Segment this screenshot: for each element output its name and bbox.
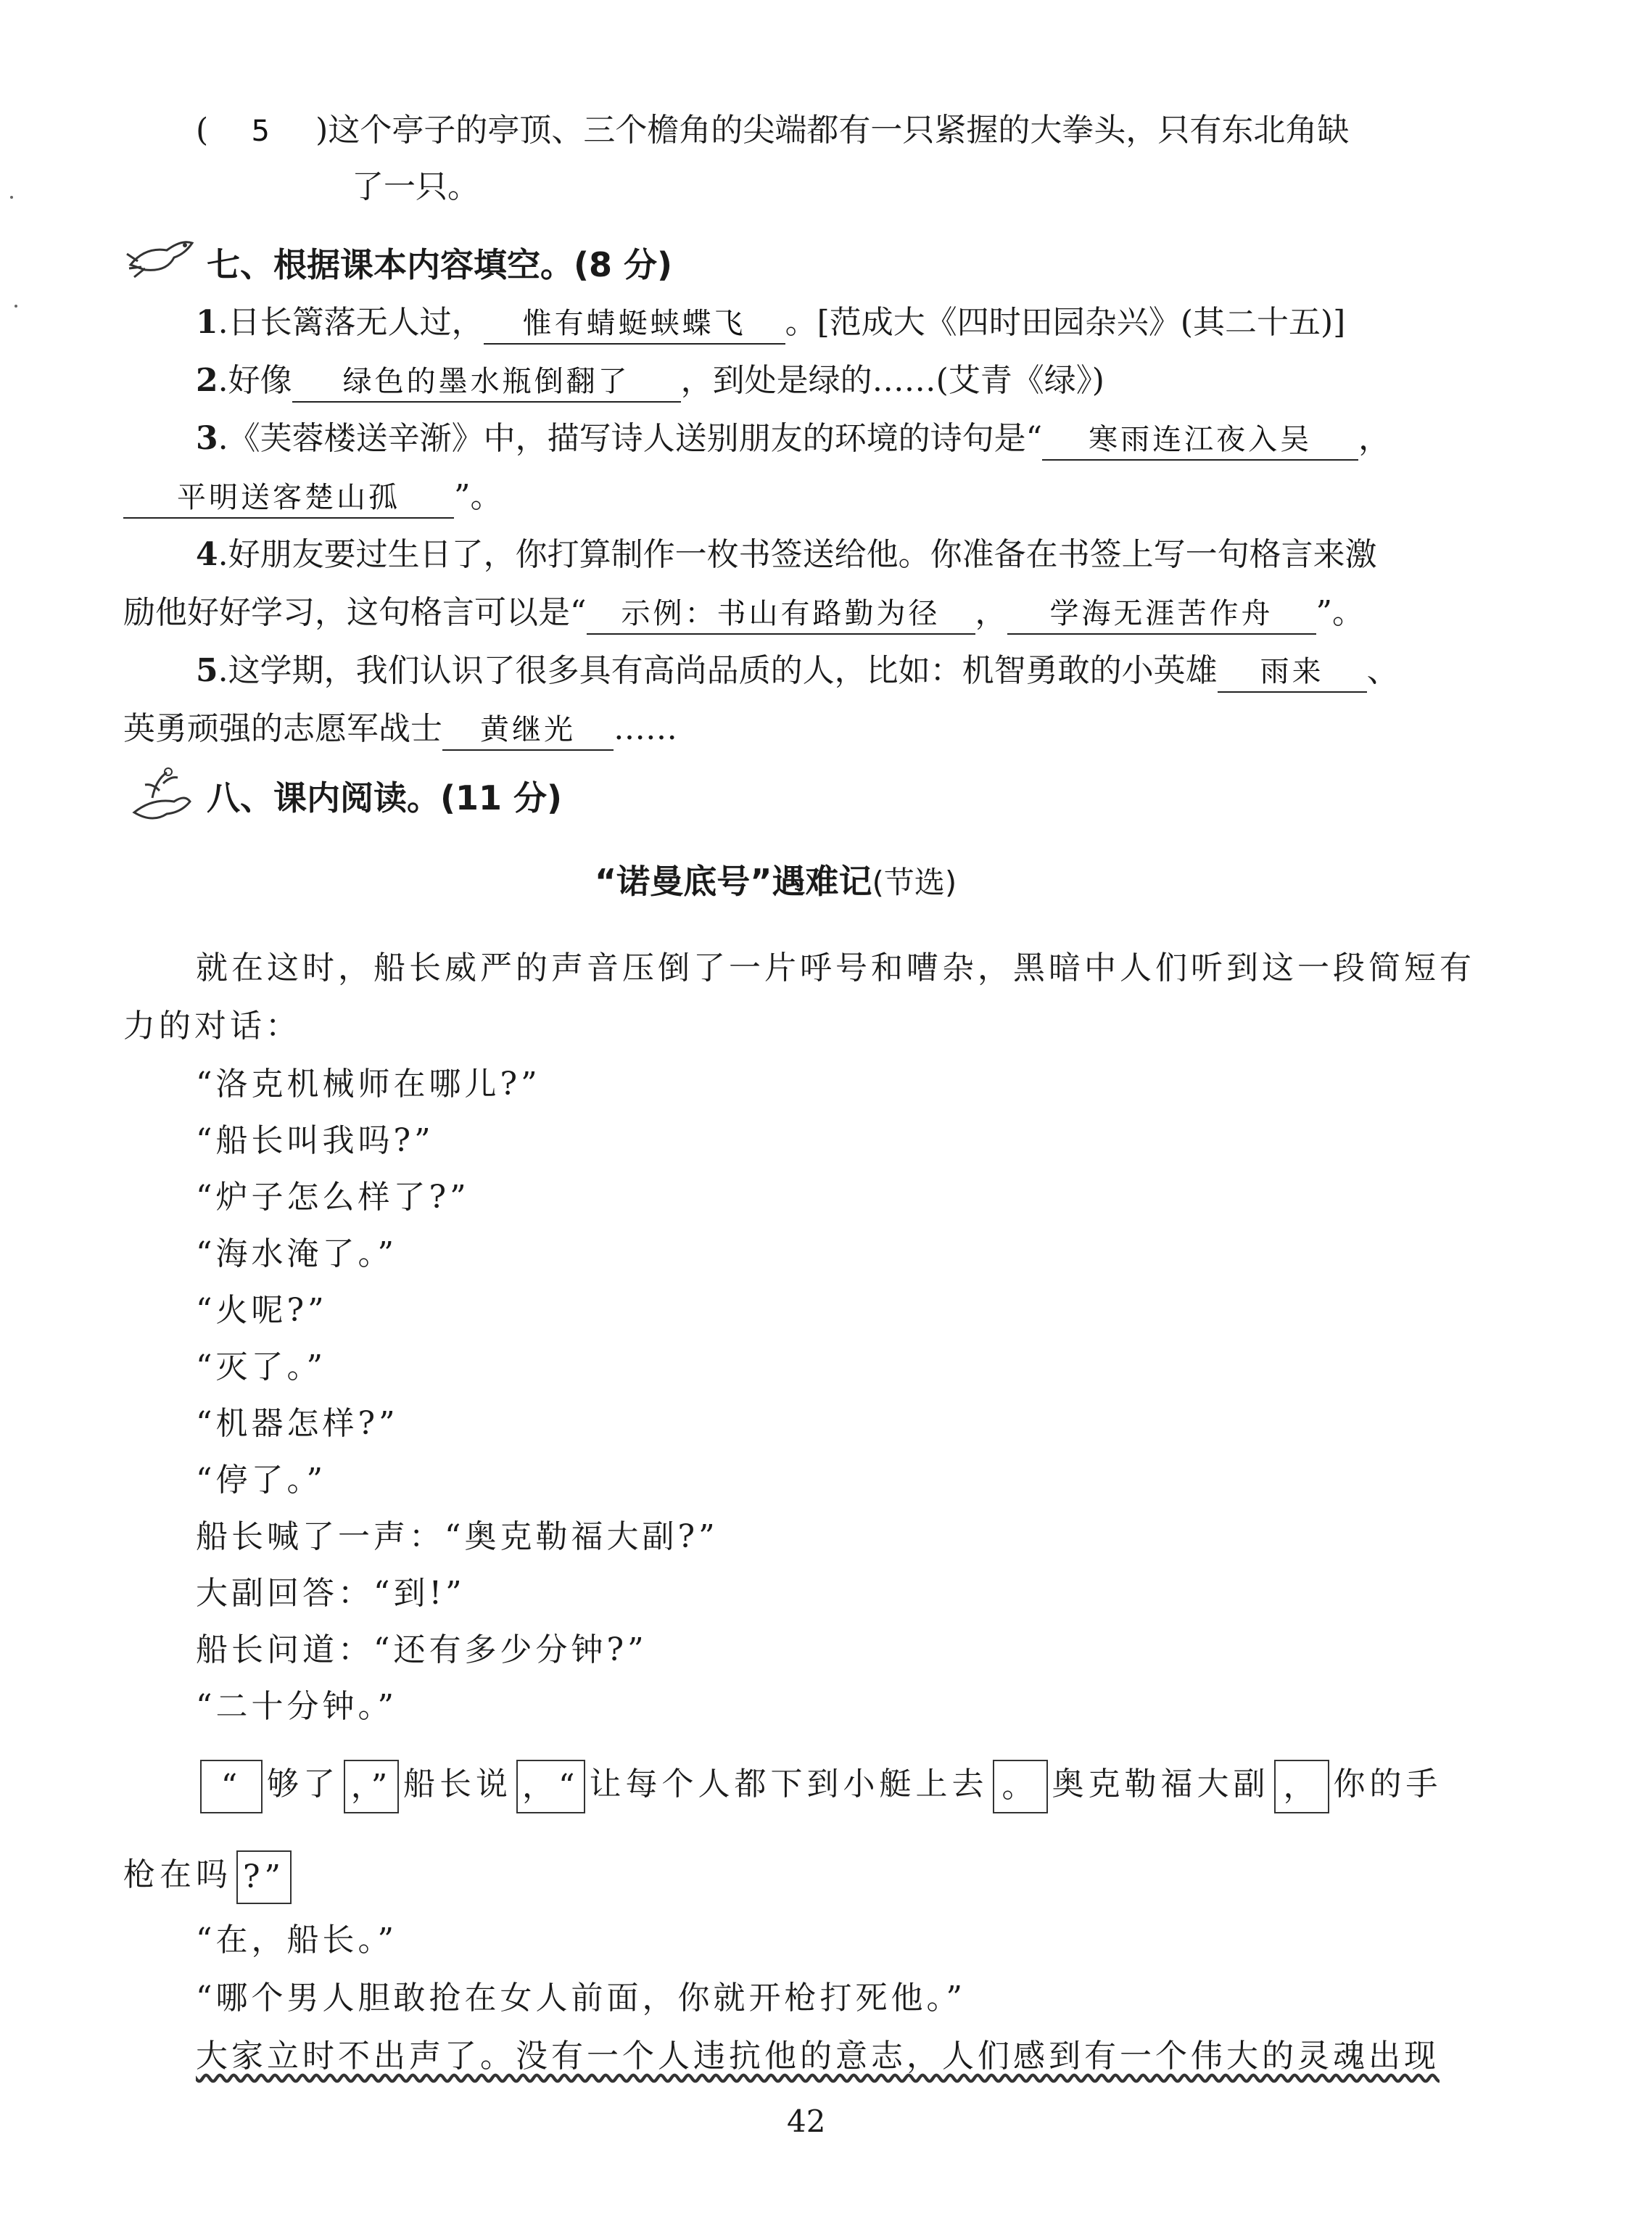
answer-blank: 示例：书山有路勤为径 bbox=[587, 594, 975, 635]
item-text: ， bbox=[1358, 420, 1391, 457]
s7-item5-line2 bbox=[123, 707, 677, 751]
boxed-text: 你的手 bbox=[1333, 1766, 1442, 1803]
item-text: ，到处是绿的……(艾青《绿》) bbox=[680, 362, 1104, 399]
bird-icon bbox=[123, 225, 196, 283]
dialog-line: “海水淹了。” bbox=[196, 1235, 397, 1272]
item-num: 5 bbox=[196, 652, 218, 689]
boxed-text: 枪在吗 bbox=[123, 1856, 232, 1893]
item-text: 、 bbox=[1366, 652, 1399, 689]
wavy-underlined-sentence: 大家立时不出声了。没有一个人违抗他的意志，人们感到有一个伟大的灵魂出现 bbox=[196, 2038, 1440, 2075]
scan-speck bbox=[10, 196, 13, 199]
item-text: ， bbox=[975, 594, 1007, 631]
item-text: 英勇顽强的志愿军战士 bbox=[123, 710, 442, 747]
item-num: 4 bbox=[196, 536, 218, 573]
after-line: “在，船长。” bbox=[196, 1922, 397, 1959]
item-text: .《芙蓉楼送辛渐》中，描写诗人送别朋友的环境的诗句是“ bbox=[218, 420, 1043, 457]
article-title bbox=[595, 860, 957, 905]
dialog-line: “洛克机械师在哪儿?” bbox=[196, 1066, 541, 1103]
s7-item4-line1 bbox=[196, 533, 1377, 577]
boxed-text: 够了 bbox=[267, 1766, 339, 1803]
dialog-line: “船长叫我吗?” bbox=[196, 1122, 434, 1159]
reader-icon bbox=[123, 762, 196, 827]
section7-title: 七、根据课本内容填空。(8 分) bbox=[207, 245, 673, 284]
paragraph-text: 就在这时，船长威严的声音压倒了一片呼号和嘈杂，黑暗中人们听到这一段简短有 bbox=[196, 950, 1475, 987]
dialog-line: “机器怎样?” bbox=[196, 1405, 399, 1442]
boxed-line1 bbox=[196, 1752, 1442, 1817]
item-text: 。[范成大《四时田园杂兴》(其二十五)] bbox=[785, 304, 1346, 341]
dialog-line: 船长问道：“还有多少分钟?” bbox=[196, 1631, 648, 1668]
item-text: 励他好好学习，这句格言可以是“ bbox=[123, 594, 587, 631]
punct-box: ，“ bbox=[516, 1760, 585, 1813]
boxed-text: 让每个人都下到小艇上去 bbox=[589, 1766, 988, 1803]
s7-item1 bbox=[196, 301, 1345, 345]
item-text: .好像 bbox=[218, 362, 292, 399]
item-num: 3 bbox=[196, 420, 218, 457]
paren-open: ( bbox=[196, 112, 209, 149]
answer-blank: 绿色的墨水瓶倒翻了 bbox=[292, 362, 681, 403]
article-title-text: “诺曼底号”遇难记 bbox=[595, 862, 872, 901]
item-text: ”。 bbox=[1316, 594, 1364, 631]
dialog-line: 船长喊了一声：“奥克勒福大副?” bbox=[196, 1518, 719, 1555]
scan-speck bbox=[15, 305, 17, 308]
punct-box: ，” bbox=[344, 1760, 399, 1813]
answer-blank: 寒雨连江夜入吴 bbox=[1042, 420, 1358, 461]
dialog-line: “二十分钟。” bbox=[196, 1688, 397, 1725]
s7-item5-line1 bbox=[196, 649, 1399, 693]
answer-blank: 黄继光 bbox=[442, 710, 614, 751]
answer-blank: 平明送客楚山孤 bbox=[123, 478, 454, 519]
item-text: .好朋友要过生日了，你打算制作一枚书签送给他。你准备在书签上写一句格言来激 bbox=[218, 536, 1377, 573]
q6-item5-line1 bbox=[196, 109, 1349, 153]
item-text: .这学期，我们认识了很多具有高尚品质的人，比如：机智勇敢的小英雄 bbox=[218, 652, 1218, 689]
punct-box: ， bbox=[1274, 1760, 1329, 1813]
q6-item5-line2 bbox=[352, 165, 479, 209]
section8-title: 八、课内阅读。(11 分) bbox=[207, 778, 563, 817]
s7-item3-line2 bbox=[123, 475, 503, 519]
item5-text: 这个亭子的亭顶、三个檐角的尖端都有一只紧握的大拳头，只有东北角缺 bbox=[328, 112, 1350, 149]
para1-line1 bbox=[196, 947, 1475, 990]
punct-box: 。 bbox=[993, 1760, 1048, 1813]
item-text: .日长篱落无人过， bbox=[218, 304, 484, 341]
dialog-line: “灭了。” bbox=[196, 1348, 326, 1385]
punct-box: ?” bbox=[236, 1850, 292, 1904]
s7-item3-line1 bbox=[196, 417, 1390, 461]
page-number: 42 bbox=[787, 2104, 826, 2139]
boxed-text: 船长说 bbox=[403, 1766, 512, 1803]
answer-blank: 惟有蜻蜓蛱蝶飞 bbox=[484, 304, 785, 345]
paragraph-text: 力的对话： bbox=[123, 1008, 301, 1045]
item-num: 1 bbox=[196, 304, 218, 341]
dialog-line: “停了。” bbox=[196, 1462, 326, 1499]
dialog-line: 大副回答：“到!” bbox=[196, 1575, 466, 1612]
s7-item4-line2 bbox=[123, 591, 1364, 635]
dialog-line: “火呢?” bbox=[196, 1292, 328, 1329]
article-title-suffix: (节选) bbox=[872, 865, 957, 900]
para1-line2 bbox=[123, 1005, 301, 1048]
boxed-text: 奥克勒福大副 bbox=[1052, 1766, 1270, 1803]
item-num: 2 bbox=[196, 362, 218, 399]
item-text: ”。 bbox=[454, 478, 503, 515]
item5-answer: 5 bbox=[251, 115, 273, 148]
paren-close: ) bbox=[315, 112, 329, 149]
after-line: “哪个男人胆敢抢在女人前面，你就开枪打死他。” bbox=[196, 1980, 966, 2017]
answer-blank: 雨来 bbox=[1218, 652, 1367, 693]
dialog-line: “炉子怎么样了?” bbox=[196, 1179, 470, 1216]
answer-blank: 学海无涯苦作舟 bbox=[1007, 594, 1316, 635]
item-text: …… bbox=[614, 710, 677, 747]
boxed-line2 bbox=[123, 1842, 296, 1908]
s7-item2 bbox=[196, 359, 1104, 403]
item5-text-cont: 了一只。 bbox=[352, 168, 479, 205]
punct-box: “ bbox=[200, 1760, 263, 1813]
